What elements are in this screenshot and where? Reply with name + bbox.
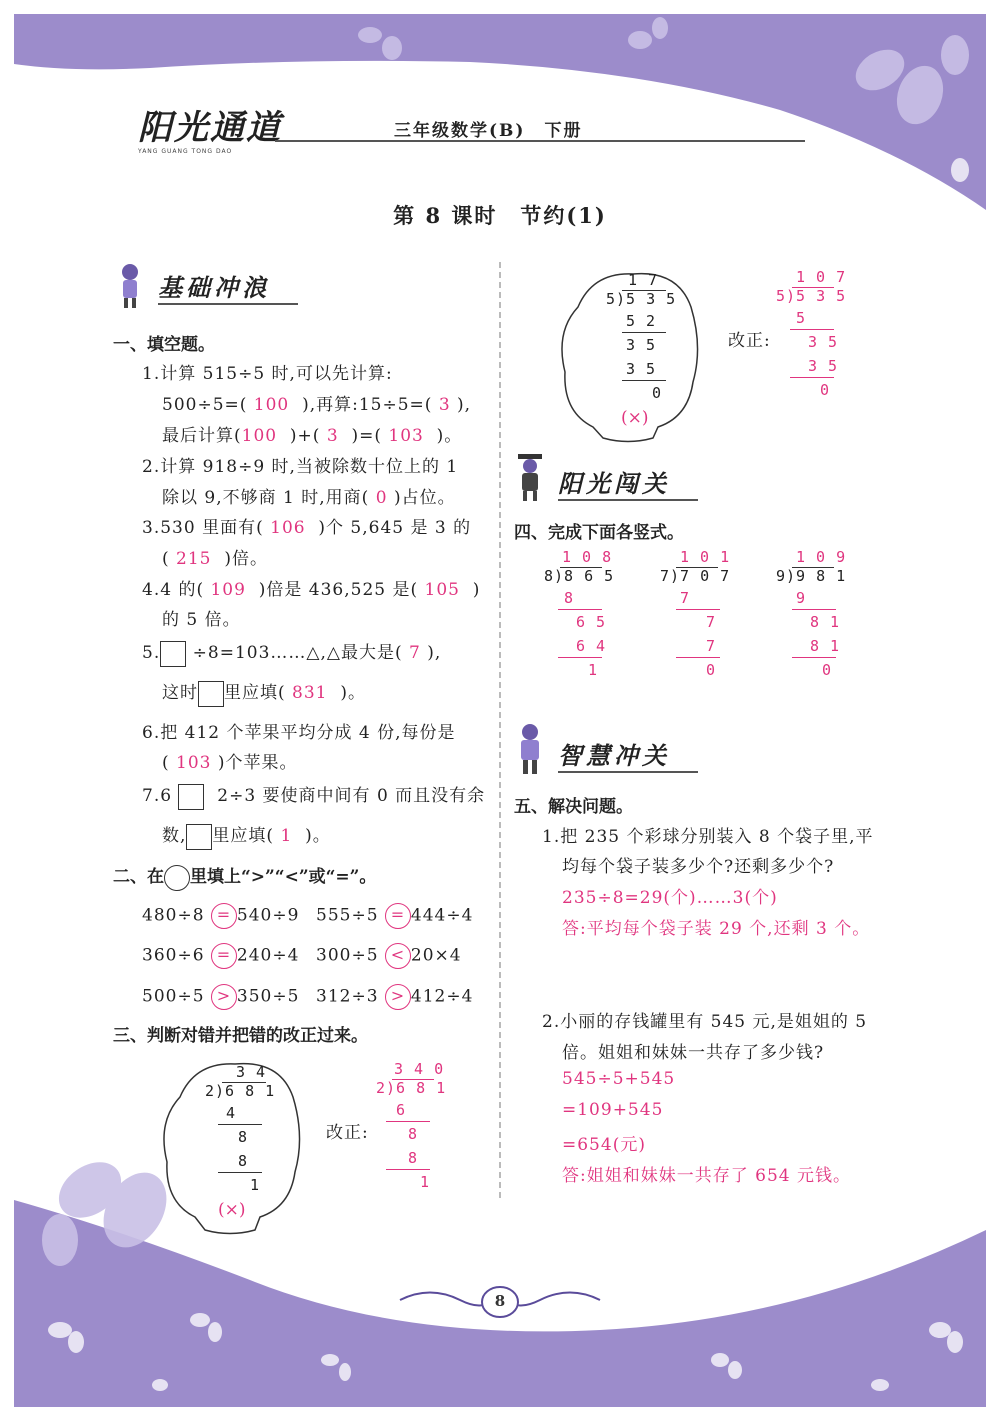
q3-answer-2: 215 xyxy=(176,549,212,569)
compare-answer: = xyxy=(211,943,237,969)
lesson-title: 第 8 课时 节约(1) xyxy=(393,203,607,228)
wisdom-badge-title: 智慧冲关 xyxy=(558,736,698,773)
step-rule xyxy=(676,657,720,658)
w1-remainder: 1 xyxy=(250,1176,261,1194)
step-rule xyxy=(558,657,602,658)
q3-answer-1: 106 xyxy=(270,518,306,538)
step: 6 4 xyxy=(576,637,607,655)
sun-badge-title: 阳光闯关 xyxy=(558,464,698,501)
division-bar xyxy=(622,290,666,291)
q1-answer-1: 100 xyxy=(253,395,290,415)
step-rule xyxy=(386,1121,430,1122)
c2-dividend: 5)5 3 5 xyxy=(776,287,847,305)
girl-icon xyxy=(110,262,150,310)
q2-line1: 2.计算 918÷9 时,当被除数十位上的 1 xyxy=(142,457,459,477)
step-rule xyxy=(558,609,602,610)
blank-circle xyxy=(164,865,190,891)
q4-answer-1: 109 xyxy=(210,580,246,600)
division-bar xyxy=(792,287,834,288)
problem2-answer: 答:姐姐和妹妹一共存了 654 元钱。 xyxy=(562,1166,851,1186)
step: 8 xyxy=(564,589,575,607)
q7-line1: 7.6 2÷3 要使商中间有 0 而且没有余 xyxy=(142,781,485,810)
fix-label: 改正: xyxy=(728,331,771,351)
w2-dividend: 5)5 3 5 xyxy=(606,290,677,308)
q1-line1: 1.计算 515÷5 时,可以先计算: xyxy=(142,364,393,384)
remainder: 1 xyxy=(588,661,599,679)
problem1-line1: 1.把 235 个彩球分别装入 8 个袋子里,平 xyxy=(542,827,874,847)
step-rule xyxy=(622,380,666,381)
part4-heading: 四、完成下面各竖式。 xyxy=(514,523,684,543)
compare-row: 360÷6 = 240÷4 xyxy=(142,943,299,969)
q2-answer: 0 xyxy=(375,488,388,508)
q1-line2: 500÷5=( 100 ),再算:15÷5=( 3 ), xyxy=(162,395,472,415)
logo-text: 阳光通道 xyxy=(138,108,282,148)
q4-line1: 4.4 的( 109 )倍是 436,525 是( 105 ) xyxy=(142,580,481,600)
step: 8 1 xyxy=(810,637,841,655)
remainder: 0 xyxy=(706,661,717,679)
step-rule xyxy=(792,657,836,658)
problem2-line1: 2.小丽的存钱罐里有 545 元,是姐姐的 5 xyxy=(542,1012,868,1032)
q6-line1: 6.把 412 个苹果平均分成 4 份,每份是 xyxy=(142,723,456,743)
c2-step: 3 5 xyxy=(808,357,839,375)
c1-dividend: 2)6 8 1 xyxy=(376,1079,447,1097)
dividend: 8)8 6 5 xyxy=(544,567,615,585)
problem2-line2: 倍。姐姐和妹妹一共存了多少钱? xyxy=(562,1043,825,1063)
c1-remainder: 1 xyxy=(420,1173,431,1191)
step: 7 xyxy=(680,589,691,607)
step-rule xyxy=(790,377,834,378)
quotient: 1 0 8 xyxy=(562,548,613,566)
q3-line2: ( 215 )倍。 xyxy=(162,549,268,569)
basic-badge-title: 基础冲浪 xyxy=(158,268,298,305)
c2-remainder: 0 xyxy=(820,381,831,399)
w1-step: 4 xyxy=(226,1104,237,1122)
division-bar xyxy=(560,567,602,568)
problem1-solution: 235÷8=29(个)……3(个) xyxy=(562,888,778,908)
step: 6 5 xyxy=(576,613,607,631)
q6-line2: ( 103 )个苹果。 xyxy=(162,753,298,773)
long-division xyxy=(544,548,624,688)
part2-heading: 二、在 里填上“>”“<”或“=”。 xyxy=(113,862,376,891)
q1-answer-2: 3 xyxy=(438,395,451,415)
q7-answer: 1 xyxy=(280,826,293,846)
blank-box xyxy=(178,784,204,810)
compare-row: 500÷5 > 350÷5 xyxy=(142,984,299,1010)
w2-step: 3 5 xyxy=(626,360,657,378)
compare-row: 555÷5 = 444÷4 xyxy=(316,903,473,929)
fix-label: 改正: xyxy=(326,1123,369,1143)
logo xyxy=(138,108,282,155)
compare-answer: > xyxy=(385,984,411,1010)
q4-answer-2: 105 xyxy=(424,580,460,600)
long-division xyxy=(776,548,856,688)
dividend: 7)7 0 7 xyxy=(660,567,731,585)
step-rule xyxy=(622,332,666,333)
c1-step: 6 xyxy=(396,1101,407,1119)
q7-line2: 数, 里应填( 1 )。 xyxy=(162,821,331,850)
wisdom-badge xyxy=(510,722,700,778)
w1-step: 8 xyxy=(238,1128,249,1146)
division-bar xyxy=(676,567,718,568)
w2-remainder: 0 xyxy=(652,384,663,402)
division-bar xyxy=(392,1079,434,1080)
compare-row: 312÷3 > 412÷4 xyxy=(316,984,473,1010)
w1-step: 8 xyxy=(238,1152,249,1170)
compare-row: 480÷8 = 540÷9 xyxy=(142,903,299,929)
w1-quotient: 3 4 xyxy=(236,1063,267,1081)
step-rule xyxy=(676,609,720,610)
graduate-icon xyxy=(510,450,550,502)
sun-badge xyxy=(510,450,700,502)
problem2-solution: =109+545 xyxy=(562,1100,664,1120)
book-title: 三年级数学(B) 下册 xyxy=(394,121,583,141)
part1-heading: 一、填空题。 xyxy=(113,335,215,355)
step-rule xyxy=(218,1172,262,1173)
w2-quotient: 1 7 xyxy=(628,271,659,289)
blank-box xyxy=(160,641,186,667)
q1-answer-4: 3 xyxy=(326,426,339,446)
q1-answer-5: 103 xyxy=(388,426,424,446)
quotient: 1 0 1 xyxy=(680,548,731,566)
step-rule xyxy=(790,329,834,330)
q2-line2: 除以 9,不够商 1 时,用商( 0 )占位。 xyxy=(162,488,456,508)
q4-line2: 的 5 倍。 xyxy=(162,610,241,630)
compare-row: 300÷5 < 20×4 xyxy=(316,943,462,969)
problem2-solution: =654(元) xyxy=(562,1135,646,1155)
compare-answer: = xyxy=(385,903,411,929)
c1-step: 8 xyxy=(408,1125,419,1143)
w2-step: 3 5 xyxy=(626,336,657,354)
compare-answer: = xyxy=(211,903,237,929)
blank-box xyxy=(186,824,212,850)
wrong-mark: (×) xyxy=(218,1200,246,1220)
logo-subtitle: YANG GUANG TONG DAO xyxy=(138,148,233,155)
quotient: 1 0 9 xyxy=(796,548,847,566)
w2-step: 5 2 xyxy=(626,312,657,330)
w1-dividend: 2)6 8 1 xyxy=(205,1082,276,1100)
step: 7 xyxy=(706,613,717,631)
compare-answer: < xyxy=(385,943,411,969)
c1-step: 8 xyxy=(408,1149,419,1167)
q5-line2: 这时 里应填( 831 )。 xyxy=(162,678,366,707)
remainder: 0 xyxy=(822,661,833,679)
q5-line1: 5. ÷8=103……△,△最大是( 7 ), xyxy=(142,638,441,667)
student-icon xyxy=(510,722,550,778)
long-division xyxy=(660,548,740,688)
q1-answer-3: 100 xyxy=(241,426,278,446)
problem1-line2: 均每个袋子装多少个?还剩多少个? xyxy=(562,857,835,877)
q5-answer-1: 7 xyxy=(408,643,421,663)
page-number: 8 xyxy=(494,1292,506,1310)
c1-quotient: 3 4 0 xyxy=(394,1060,445,1078)
q3-line1: 3.530 里面有( 106 )个 5,645 是 3 的 xyxy=(142,518,472,538)
step: 7 xyxy=(706,637,717,655)
q6-answer: 103 xyxy=(176,753,212,773)
problem2-solution: 545÷5+545 xyxy=(562,1069,676,1089)
step-rule xyxy=(792,609,836,610)
division-bar xyxy=(222,1082,266,1083)
q1-line3: 最后计算(100 )+( 3 )=( 103 )。 xyxy=(162,426,463,446)
c2-step: 3 5 xyxy=(808,333,839,351)
part5-heading: 五、解决问题。 xyxy=(514,797,633,817)
q5-answer-2: 831 xyxy=(292,683,328,703)
c2-quotient: 1 0 7 xyxy=(796,268,847,286)
compare-answer: > xyxy=(211,984,237,1010)
division-bar xyxy=(792,567,834,568)
blank-box xyxy=(198,681,224,707)
dividend: 9)9 8 1 xyxy=(776,567,847,585)
wrong-mark: (×) xyxy=(621,408,649,428)
problem1-answer: 答:平均每个袋子装 29 个,还剩 3 个。 xyxy=(562,919,871,939)
step-rule xyxy=(386,1169,430,1170)
step-rule xyxy=(218,1124,262,1125)
c2-step: 5 xyxy=(796,309,807,327)
part3-heading: 三、判断对错并把错的改正过来。 xyxy=(113,1026,368,1046)
step: 8 1 xyxy=(810,613,841,631)
step: 9 xyxy=(796,589,807,607)
basic-badge xyxy=(110,262,300,306)
